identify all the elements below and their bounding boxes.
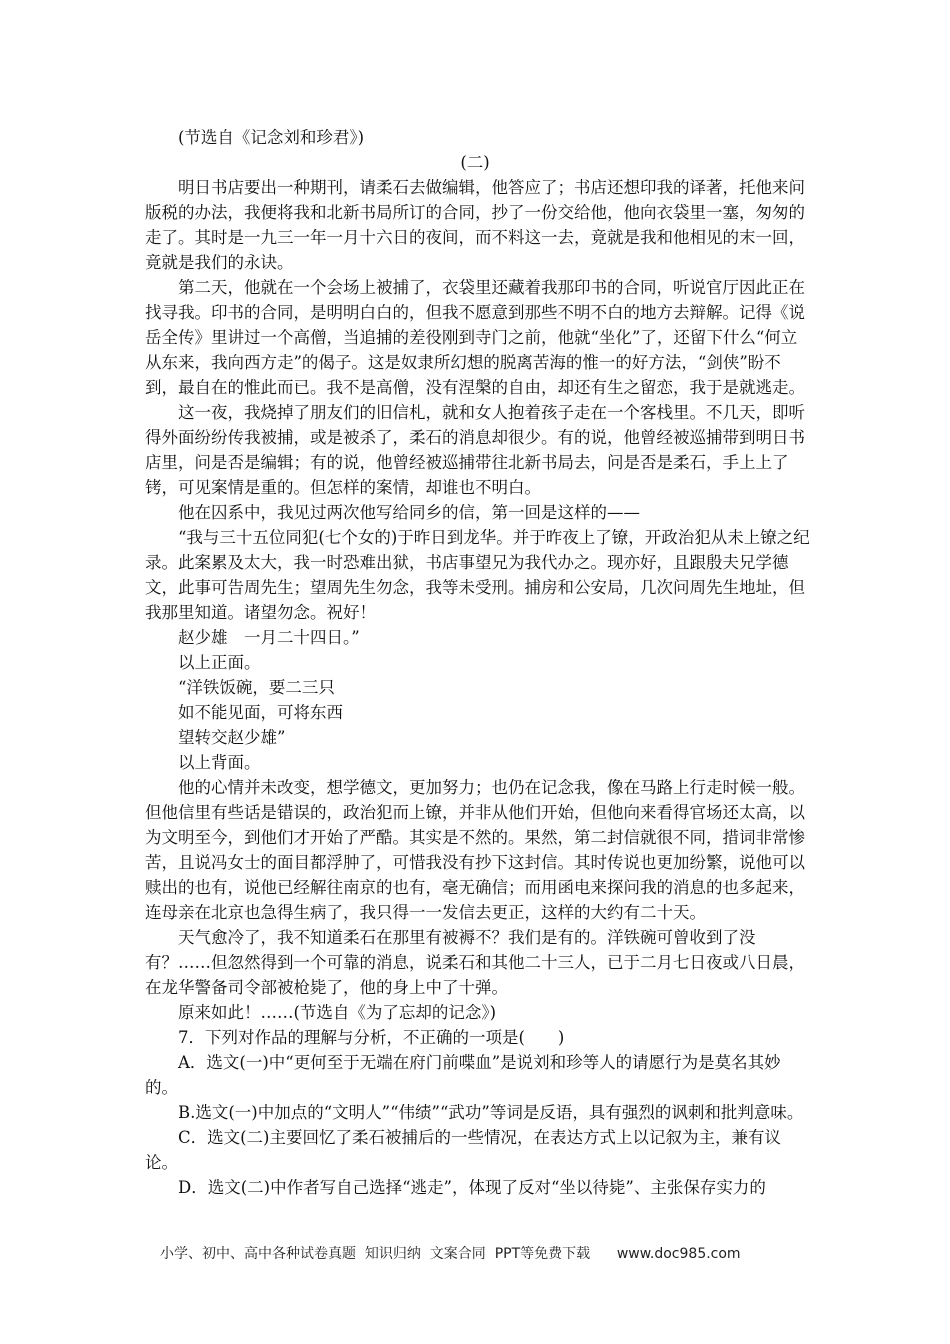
letter-front: “我与三十五位同犯(七个女的)于昨日到龙华。并于昨夜上了镣，开政治犯从未上镣之纪录。此案累及太大，我一时恐难出狱，书店事望兄为我代办之。现亦好，且跟殷夫兄学德文，此事可告周先生；望周先生勿念，我等未受刑。捕房和公安局，几次问周先生地址，但我那里知道。诸望勿念。祝好！ <box>145 528 810 622</box>
letter-back-line: 如不能见面，可将东西 <box>178 703 343 722</box>
source-note-1 <box>145 125 813 150</box>
letter-back-line: 望转交赵少雄” <box>178 728 286 747</box>
paragraph: 明日书店要出一种期刊，请柔石去做编辑，他答应了；书店还想印我的译著，托他来问版税的办法，我便将我和北新书局所订的合同，抄了一份交给他，他向衣袋里一塞，匆匆的走了。其时是一九三一年一月十六日的夜间，而不料这一去，竟就是我和他相见的末一回，竟就是我们的永诀。 <box>145 178 805 272</box>
paragraph: 第二天，他就在一个会场上被捕了，衣袋里还藏着我那印书的合同，听说官厅因此正在找寻我。印书的合同，是明明白白的，但我不愿意到那些不明不白的地方去辩解。记得《说岳全传》里讲过一个高僧，当追捕的差役刚到寺门之前，他就“坐化”了，还留下什么“何立从东来，我向西方走”的偈子。这是奴隶所幻想的脱离苦海的惟一的好方法，“剑侠”盼不到，最自在的惟此而已。我不是高僧，没有涅槃的自由，却还有生之留恋，我于是就逃走。 <box>145 278 805 397</box>
paragraph: 他在囚系中，我见过两次他写给同乡的信，第一回是这样的—— <box>178 503 640 522</box>
letter-signature: 赵少雄 一月二十四日。” <box>178 628 360 647</box>
source-1-text: (节选自《记念刘和珍君》) <box>178 128 365 147</box>
option-a: A．选文(一)中“更何至于无端在府门前喋血”是说刘和珍等人的请愿行为是莫名其妙的。 <box>145 1053 781 1097</box>
option-b: B.选文(一)中加点的“文明人”“伟绩”“武功”等词是反语，具有强烈的讽刺和批判意味。 <box>178 1103 804 1122</box>
source-note-2: 原来如此！……(节选自《为了忘却的记念》) <box>178 1003 497 1022</box>
option-c: C．选文(二)主要回忆了柔石被捕后的一些情况，在表达方式上以记叙为主，兼有议论。 <box>145 1128 781 1172</box>
footer-banner: 小学、初中、高中各种试卷真题 知识归纳 文案合同 PPT等免费下载 www.doc985.com <box>160 1246 741 1262</box>
article-body <box>145 175 813 1200</box>
paragraph: 天气愈冷了，我不知道柔石在那里有被褥不？我们是有的。洋铁碗可曾收到了没有？……但忽然得到一个可靠的消息，说柔石和其他二十三人，已于二月七日夜或八日晨，在龙华警备司令部被枪毙了，他的身上中了十弹。 <box>145 928 805 997</box>
letter-front-label: 以上正面。 <box>178 653 261 672</box>
section-title: (二) <box>460 153 490 172</box>
option-d: D．选文(二)中作者写自己选择“逃走”，体现了反对“坐以待毙”、主张保存实力的 <box>178 1178 766 1197</box>
paragraph: 这一夜，我烧掉了朋友们的旧信札，就和女人抱着孩子走在一个客栈里。不几天，即听得外面纷纷传我被捕，或是被杀了，柔石的消息却很少。有的说，他曾经被巡捕带到明日书店里，问是否是编辑；有的说，他曾经被巡捕带往北新书局去，问是否是柔石，手上上了铐，可见案情是重的。但怎样的案情，却谁也不明白。 <box>145 403 805 497</box>
letter-back-line: “洋铁饭碗，要二三只 <box>178 678 335 697</box>
paragraph: 他的心情并未改变，想学德文，更加努力；也仍在记念我，像在马路上行走时候一般。但他信里有些话是错误的，政治犯而上镣，并非从他们开始，但他向来看得官场还太高，以为文明至今，到他们才开始了严酷。其实是不然的。果然，第二封信就很不同，措词非常惨苦，且说冯女士的面目都浮肿了，可惜我没有抄下这封信。其时传说也更加纷繁，说他可以赎出的也有，说他已经解往南京的也有，毫无确信；而用函电来探问我的消息的也多起来，连母亲在北京也急得生病了，我只得一一发信去更正，这样的大约有二十天。 <box>145 778 805 922</box>
letter-back-label: 以上背面。 <box>178 753 261 772</box>
question-stem: 7．下列对作品的理解与分析，不正确的一项是( ) <box>178 1028 565 1047</box>
